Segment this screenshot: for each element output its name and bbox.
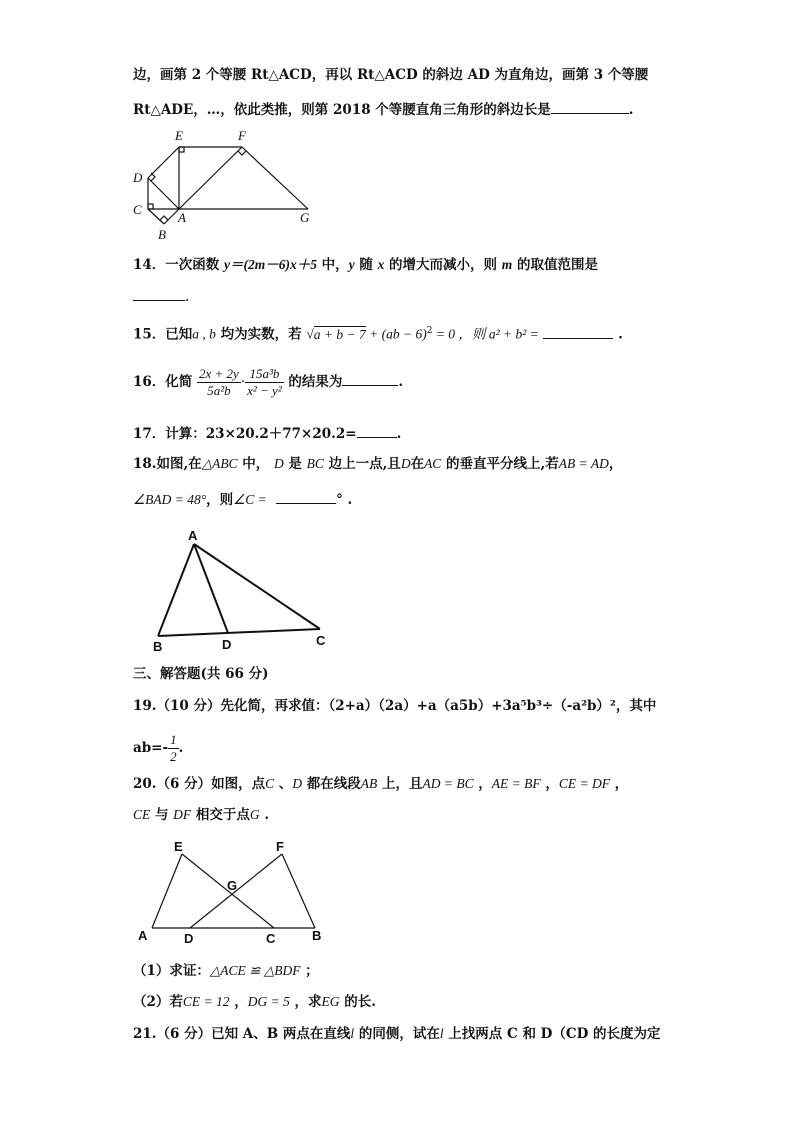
q20-sep: 、 [274, 776, 293, 792]
q16-fraction-1 [197, 366, 241, 399]
q16-f1-num: 2x + 2y [199, 366, 239, 381]
q21-c: 上找两点 C 和 D（CD 的长度为定 [443, 1026, 661, 1042]
q16-dot: · [240, 374, 246, 390]
q16-line [133, 362, 403, 402]
q18-ac: AC [424, 456, 442, 471]
q18-angle: ∠BAD = 48° [133, 492, 207, 507]
label-A: A [138, 928, 148, 943]
q15-ab: a , b [192, 326, 216, 342]
q14-line2 [133, 286, 189, 306]
q19-end: . [178, 740, 184, 756]
q20-df: DF [173, 807, 192, 822]
answer-blank [357, 423, 397, 438]
q20-sub1-b: △ACE ≌ △BDF [209, 963, 301, 978]
q20-comma2: ， [540, 776, 559, 792]
q15-t1: 均为实数，若 [215, 326, 307, 343]
label-C: C [266, 931, 276, 946]
q15-t2: + (ab − 6) [365, 326, 427, 342]
q21-a: 21.（6 分）已知 A、B 两点在直线 [133, 1026, 351, 1042]
q20-sub2-e: ，求 [289, 994, 322, 1010]
label-A: A [188, 528, 198, 543]
q18-angle-c: ∠C = [233, 492, 267, 507]
q18-t8: ，则 [206, 492, 234, 508]
q18-line1 [133, 455, 622, 473]
answer-blank [133, 286, 185, 301]
q13-line1: 边，画第 2 个等腰 Rt△ACD，再以 Rt△ACD 的斜边 AD 为直角边，画第 3 个等腰 [133, 67, 649, 83]
answer-blank [276, 489, 336, 504]
q17-line [133, 423, 401, 443]
section-heading: 三、解答题(共 66 分) [133, 666, 269, 682]
q20-sub2-f: EG [321, 994, 340, 1009]
q20-line1 [133, 775, 628, 793]
q14-expr: y＝(2m－6)x＋5 [224, 257, 317, 272]
q20-sub2-d: DG = 5 [247, 994, 290, 1009]
q20-sub2 [133, 993, 376, 1011]
q16-f1-den: 5a²b [207, 383, 231, 398]
q20-line2 [133, 806, 269, 824]
answer-blank [342, 371, 398, 386]
q16-t1: 的结果为 [283, 374, 343, 390]
q20-eq2: AE = BF [491, 776, 541, 791]
label-B: B [158, 227, 166, 242]
q18-t5: 在 [410, 456, 425, 472]
q18-t1: 18.如图,在 [133, 456, 202, 472]
q18-t6: 的垂直平分线上,若 [441, 456, 559, 472]
q21-line [133, 1025, 661, 1043]
q20-t4: ， [609, 776, 629, 792]
q20-ce: CE [133, 807, 151, 822]
q18-bc: BC [306, 456, 324, 471]
label-B: B [153, 639, 163, 654]
q15-expr: a² + b² = [488, 326, 539, 342]
q20-sub2-g: 的长. [339, 994, 376, 1010]
q18-t2: 中， [237, 456, 274, 472]
q21-l2: l [439, 1026, 444, 1041]
q14-t3: 的取值范围是 [512, 257, 598, 273]
q20-t1: 20.（6 分）如图，点 [133, 776, 266, 792]
q15-sup: 2 [426, 326, 433, 336]
q20-g: G [249, 807, 260, 822]
q20-figure [132, 836, 332, 946]
q20-sub1-a: （1）求证： [133, 963, 210, 979]
q15-t3: = 0 ，则 [432, 326, 489, 342]
q15-end: . [618, 326, 623, 343]
q13-line2 [133, 99, 633, 119]
q13-line2-end: . [628, 102, 634, 118]
label-B: B [312, 928, 322, 943]
q13-figure [128, 126, 328, 242]
q17-end: . [396, 426, 402, 442]
q20-c: C [265, 776, 275, 791]
q14-end: . [185, 289, 190, 305]
label-D: D [184, 931, 194, 946]
q20-eq3: CE = DF [558, 776, 610, 791]
q20-comma1: ， [473, 776, 492, 792]
q20-d: D [292, 776, 303, 791]
q21-l: l [350, 1026, 355, 1041]
q18-deg: ° [336, 492, 343, 508]
q16-prefix: 16．化简 [133, 374, 197, 390]
q20-t5: 与 [150, 807, 174, 823]
q20-sub1 [133, 962, 319, 980]
q19-line2 [133, 730, 183, 766]
answer-blank [551, 99, 629, 114]
q18-t4: 边上一点,且 [323, 456, 401, 472]
q20-eq1: AD = BC [422, 776, 474, 791]
q18-line2 [133, 489, 352, 509]
q20-sub2-a: （2）若 [133, 994, 183, 1010]
q19-frac-den: 2 [170, 749, 177, 764]
label-F: F [276, 839, 284, 854]
q18-t3: 是 [283, 456, 307, 472]
q20-t6: 相交于点 [191, 807, 250, 823]
q17-text: 17．计算：23×20.2＋77×20.2= [133, 426, 357, 442]
label-E: E [175, 128, 183, 143]
q14-x: x [377, 257, 385, 272]
q18-d2: D [400, 456, 411, 471]
q19-fraction [168, 732, 179, 765]
label-A: A [178, 210, 186, 225]
q16-fraction-2 [245, 366, 284, 399]
q15-line [133, 322, 623, 344]
q19-frac-num: 1 [170, 732, 177, 747]
label-G: G [300, 210, 310, 225]
q20-t2: 都在线段 [302, 776, 361, 792]
q14-y: y [348, 257, 355, 272]
q18-d: D [273, 456, 284, 471]
q15-sqrt-body: a + b − 7 [313, 326, 366, 342]
label-C: C [316, 633, 326, 648]
answer-blank [543, 324, 613, 339]
q18-eq: AB = AD [558, 456, 609, 471]
label-F: F [238, 128, 246, 143]
label-D: D [133, 170, 143, 185]
q14-m: m [501, 257, 513, 272]
label-G: G [227, 878, 238, 893]
q19-prefix: ab=- [133, 740, 169, 756]
q16-end: . [398, 374, 404, 390]
q18-tri: △ABC [201, 456, 238, 471]
q15-sqrt: √a + b − 7 [306, 326, 366, 342]
label-C: C [133, 202, 142, 217]
q20-sub2-b: CE = 12 [182, 994, 230, 1009]
q20-t3: 上，且 [377, 776, 423, 792]
q14-t2: 的增大而减小，则 [384, 257, 502, 273]
q13-line2-text: Rt△ADE，…，依此类推，则第 2018 个等腰直角三角形的斜边长是 [133, 102, 551, 118]
q20-ab: AB [360, 776, 378, 791]
q14-t1: 随 [354, 257, 378, 273]
q14-line1 [133, 256, 598, 274]
q20-sub1-c: ； [300, 963, 319, 979]
q18-end: . [342, 492, 353, 508]
q21-b: 的同侧，试在 [354, 1026, 440, 1042]
label-D: D [222, 637, 232, 652]
q16-f2-num: 15a³b [245, 366, 284, 383]
q14-middle: 中， [316, 257, 349, 273]
label-E: E [174, 839, 183, 854]
q20-t7: . [259, 807, 270, 823]
q18-figure [150, 526, 340, 656]
q19-line1: 19.（10 分）先化简，再求值：（2+a）（2a）+a（a5b）+3a⁵b³÷（-a²b）²，其中 [133, 698, 657, 714]
q15-prefix: 15．已知 [133, 326, 193, 343]
q16-f2-den: x² − y² [247, 383, 282, 398]
q18-t7: ， [608, 456, 623, 472]
q14-prefix: 14．一次函数 [133, 257, 224, 273]
q20-sub2-c: ， [229, 994, 248, 1010]
